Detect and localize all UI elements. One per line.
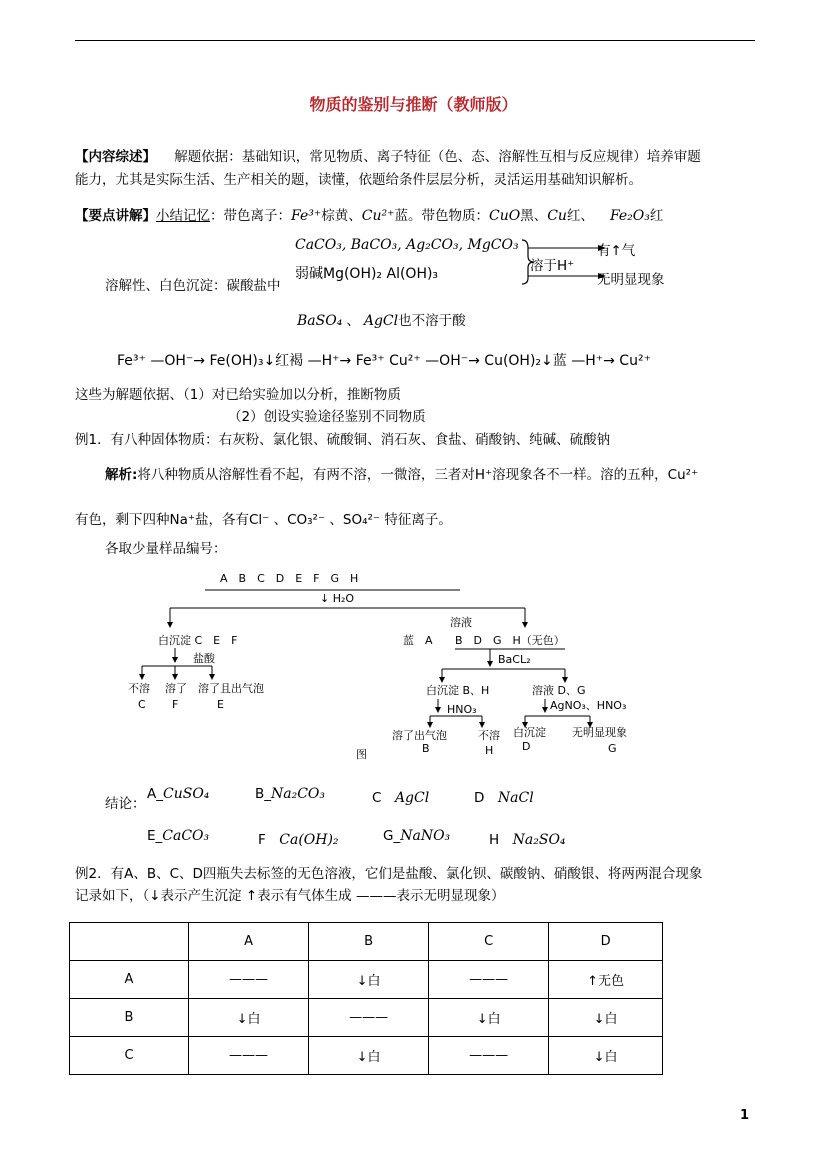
fc-bacl2: BaCL₂ [498, 653, 531, 666]
basis-line-1: 这些为解题依据、（1）对已给实验加以分析，推断物质 [75, 387, 401, 403]
table-row [70, 1037, 663, 1075]
header-rule [75, 40, 755, 41]
table-cell: ↓白 [309, 961, 429, 999]
dissolve-in-acid: 溶于H⁺ [530, 258, 575, 274]
table-cell: B [70, 999, 189, 1037]
conclusion-label: 结论： [105, 796, 146, 812]
basis-line-2: （2）创设实验途径鉴别不同物质 [228, 409, 426, 425]
fc-solution: 溶液 [450, 616, 472, 629]
table-cell: C [70, 1037, 189, 1075]
table-cell: ↓白 [549, 999, 663, 1037]
answer-a: A_CuSO₄ [147, 786, 210, 802]
baso4-agcl-line: BaSO₄ 、 AgCl也不溶于酸 [297, 313, 466, 329]
fc-not-dissolved: 不溶 [478, 729, 500, 742]
table-cell: ↓白 [189, 999, 309, 1037]
table-cell: ↑无色 [549, 961, 663, 999]
no-phenomenon-result: 无明显现象 [597, 272, 665, 288]
table-row [70, 961, 663, 999]
table-header-cell: D [549, 923, 663, 961]
answer-c: C AgCl [372, 790, 430, 806]
fc-insoluble: 不溶 [128, 682, 150, 695]
table-header-row [70, 923, 663, 961]
fc-samples: A B C D E F G H [220, 572, 359, 585]
overview-line-1: 【内容综述】 解题依据：基础知识，常见物质、离子特征（色、态、溶解性互相与反应规律）培养审题 [75, 149, 701, 165]
fc-c: C [138, 698, 146, 711]
fc-dissolved: 溶了 [165, 682, 187, 695]
table-row [70, 999, 663, 1037]
fc-fig-label: 图 [356, 748, 367, 761]
identification-flowchart [120, 566, 660, 766]
fc-d: D [522, 740, 531, 753]
fc-f: F [172, 698, 179, 711]
answer-b: B_Na₂CO₃ [255, 786, 326, 802]
answer-h: H Na₂SO₄ [489, 832, 566, 848]
table-header-cell [70, 923, 189, 961]
fc-h: H [485, 744, 494, 757]
mixing-results-table [69, 922, 663, 1075]
answer-d: D NaCl [474, 790, 534, 806]
carbonates-formula: CaCO₃, BaCO₃, Ag₂CO₃, MgCO₃ [295, 237, 519, 253]
example1-numbering: 各取少量样品编号： [105, 541, 227, 557]
fc-blue-a: 蓝 A [403, 634, 433, 647]
page-title: 物质的鉴别与推断（教师版） [309, 95, 518, 114]
table-cell: ——— [189, 961, 309, 999]
reaction-chain: Fe³⁺ —OH⁻→ Fe(OH)₃↓红褐 —H⁺→ Fe³⁺ Cu²⁺ —OH⁻→ Cu(OH)₂↓蓝 —H⁺→ Cu²⁺ [117, 353, 651, 369]
table-header-cell: A [189, 923, 309, 961]
page-number: 1 [739, 1108, 749, 1123]
table-cell: ——— [429, 961, 549, 999]
table-cell: ——— [189, 1037, 309, 1075]
fc-solution-dg: 溶液 D、G [532, 684, 586, 697]
fc-white-ppt: 白沉淀 [513, 726, 546, 739]
fc-e: E [217, 698, 224, 711]
fc-white-ppt-bh: 白沉淀 B、H [426, 684, 490, 697]
example1-analysis-2: 有色，剩下四种Na⁺盐，各有Cl⁻ 、CO₃²⁻ 、SO₄²⁻ 特征离子。 [75, 512, 452, 528]
fc-dissolved-bubbles: 溶了出气泡 [392, 729, 447, 742]
fc-water: ↓ H₂O [320, 592, 355, 605]
weak-bases-formula: 弱碱Mg(OH)₂ Al(OH)₃ [295, 266, 439, 282]
table-cell: ↓白 [429, 999, 549, 1037]
fc-white-ppt-cef: 白沉淀 C E F [158, 634, 238, 647]
fc-no-phenomenon: 无明显现象 [572, 726, 627, 739]
fc-colorless: B D G H（无色） [455, 634, 565, 647]
fc-dissolved-gas: 溶了且出气泡 [198, 682, 264, 695]
overview-line-2: 能力，尤其是实际生活、生产相关的题，读懂，依题给条件层层分析，灵活运用基础知识解析。 [75, 172, 642, 188]
fc-hcl: 盐酸 [193, 652, 215, 665]
fc-b: B [422, 742, 430, 755]
table-cell: A [70, 961, 189, 999]
table-cell: ↓白 [549, 1037, 663, 1075]
answer-e: E_CaCO₃ [147, 828, 210, 844]
example1-question: 例1．有八种固体物质：右灰粉、氯化银、硫酸铜、消石灰、食盐、硝酸钠、纯碱、硫酸钠 [75, 432, 611, 448]
gas-result: 有↑气 [597, 243, 636, 259]
answer-g: G_NaNO₃ [383, 828, 451, 844]
example1-analysis-1: 解析:将八种物质从溶解性看不起，有两不溶，一微溶，三者对H⁺溶现象各不一样。溶的五种，Cu²⁺ [105, 467, 699, 483]
table-cell: ——— [309, 999, 429, 1037]
example2-line-1: 例2．有A、B、C、D四瓶失去标签的无色溶液，它们是盐酸、氯化钡、碳酸钠、硝酸银、将两两混合现象 [75, 866, 703, 882]
fc-hno3: HNO₃ [447, 703, 477, 716]
table-cell: ——— [429, 1037, 549, 1075]
solubility-label: 溶解性、白色沉淀：碳酸盐中 [105, 278, 281, 294]
keypoints-line: 【要点讲解】小结记忆：带色离子：Fe³⁺棕黄、Cu²⁺蓝。带色物质：CuO黑、Cu红、 Fe₂O₃红 [75, 208, 664, 224]
answer-f: F Ca(OH)₂ [258, 832, 339, 848]
table-header-cell: C [429, 923, 549, 961]
table-header-cell: B [309, 923, 429, 961]
fc-g: G [608, 742, 617, 755]
fc-agno3-hno3: AgNO₃、HNO₃ [550, 699, 627, 712]
table-cell: ↓白 [309, 1037, 429, 1075]
example2-line-2: 记录如下，（↓表示产生沉淀 ↑表示有气体生成 ———表示无明显现象） [75, 888, 505, 904]
